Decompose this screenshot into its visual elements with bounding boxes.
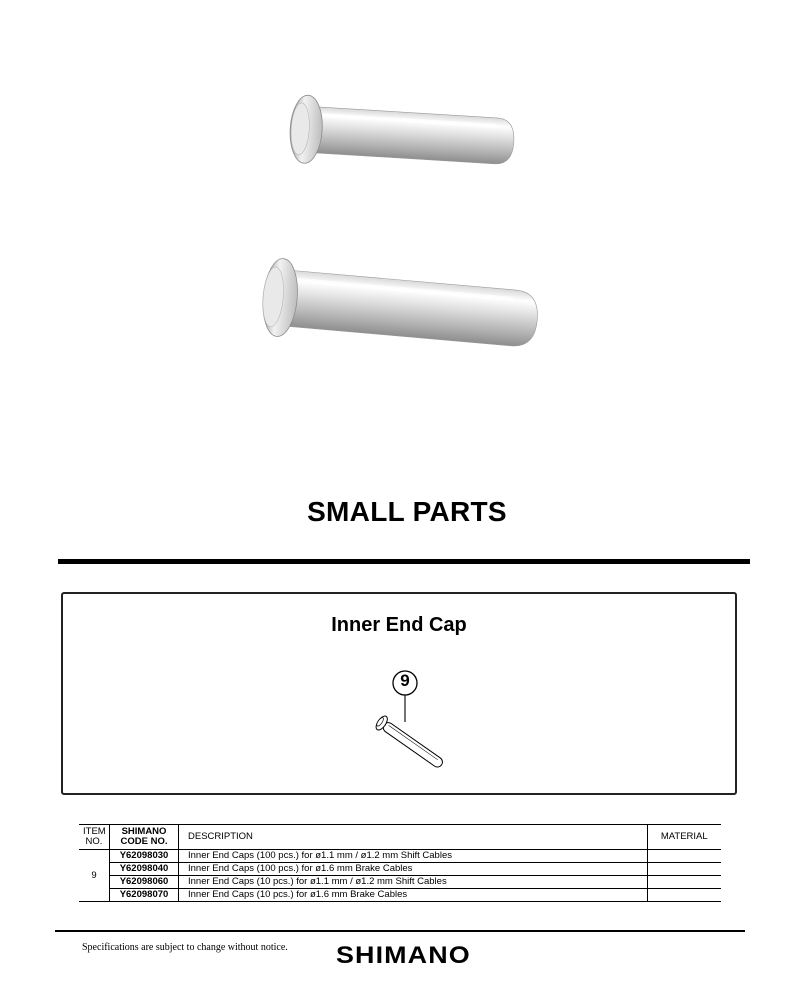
parts-table bbox=[79, 824, 721, 902]
header-item-no bbox=[79, 825, 110, 850]
header-item-no-label: ITEM NO. bbox=[83, 826, 106, 847]
code-cell: Y62098040 bbox=[110, 862, 179, 875]
code-cell: Y62098060 bbox=[110, 875, 179, 888]
table-row bbox=[79, 875, 721, 888]
table-row bbox=[79, 888, 721, 901]
description-cell: Inner End Caps (10 pcs.) for ø1.6 mm Brake Cables bbox=[179, 888, 648, 901]
diagram-title: Inner End Cap bbox=[331, 614, 467, 636]
end-cap-photo-small bbox=[288, 94, 516, 176]
description-cell: Inner End Caps (100 pcs.) for ø1.6 mm Brake Cables bbox=[179, 862, 648, 875]
item-number-cell: 9 bbox=[79, 849, 110, 901]
shimano-logo: SHIMANO bbox=[336, 942, 471, 969]
header-material: MATERIAL bbox=[647, 825, 721, 850]
table-row bbox=[79, 862, 721, 875]
header-code-line1: SHIMANO bbox=[121, 826, 167, 837]
header-code-no bbox=[110, 825, 179, 850]
section-title: SMALL PARTS bbox=[307, 496, 507, 527]
description-cell: Inner End Caps (100 pcs.) for ø1.1 mm / ø1.2 mm Shift Cables bbox=[179, 849, 648, 862]
table-header-row bbox=[79, 825, 721, 850]
end-cap-line-drawing bbox=[374, 714, 446, 771]
material-cell bbox=[647, 849, 721, 862]
product-photos bbox=[0, 0, 800, 480]
title-divider bbox=[58, 559, 750, 564]
callout-number: 9 bbox=[400, 671, 410, 690]
code-cell: Y62098070 bbox=[110, 888, 179, 901]
description-cell: Inner End Caps (10 pcs.) for ø1.1 mm / ø1.2 mm Shift Cables bbox=[179, 875, 648, 888]
end-cap-photo-large bbox=[260, 257, 541, 359]
material-cell bbox=[647, 888, 721, 901]
footer-disclaimer: Specifications are subject to change without notice. bbox=[82, 942, 288, 953]
header-description: DESCRIPTION bbox=[179, 825, 648, 850]
table-row bbox=[79, 849, 721, 862]
footer-divider bbox=[55, 930, 745, 932]
diagram-panel bbox=[61, 592, 737, 795]
code-cell: Y62098030 bbox=[110, 849, 179, 862]
end-cap-diagram bbox=[63, 594, 739, 797]
material-cell bbox=[647, 875, 721, 888]
material-cell bbox=[647, 862, 721, 875]
header-code-line2: CODE NO. bbox=[120, 835, 168, 847]
